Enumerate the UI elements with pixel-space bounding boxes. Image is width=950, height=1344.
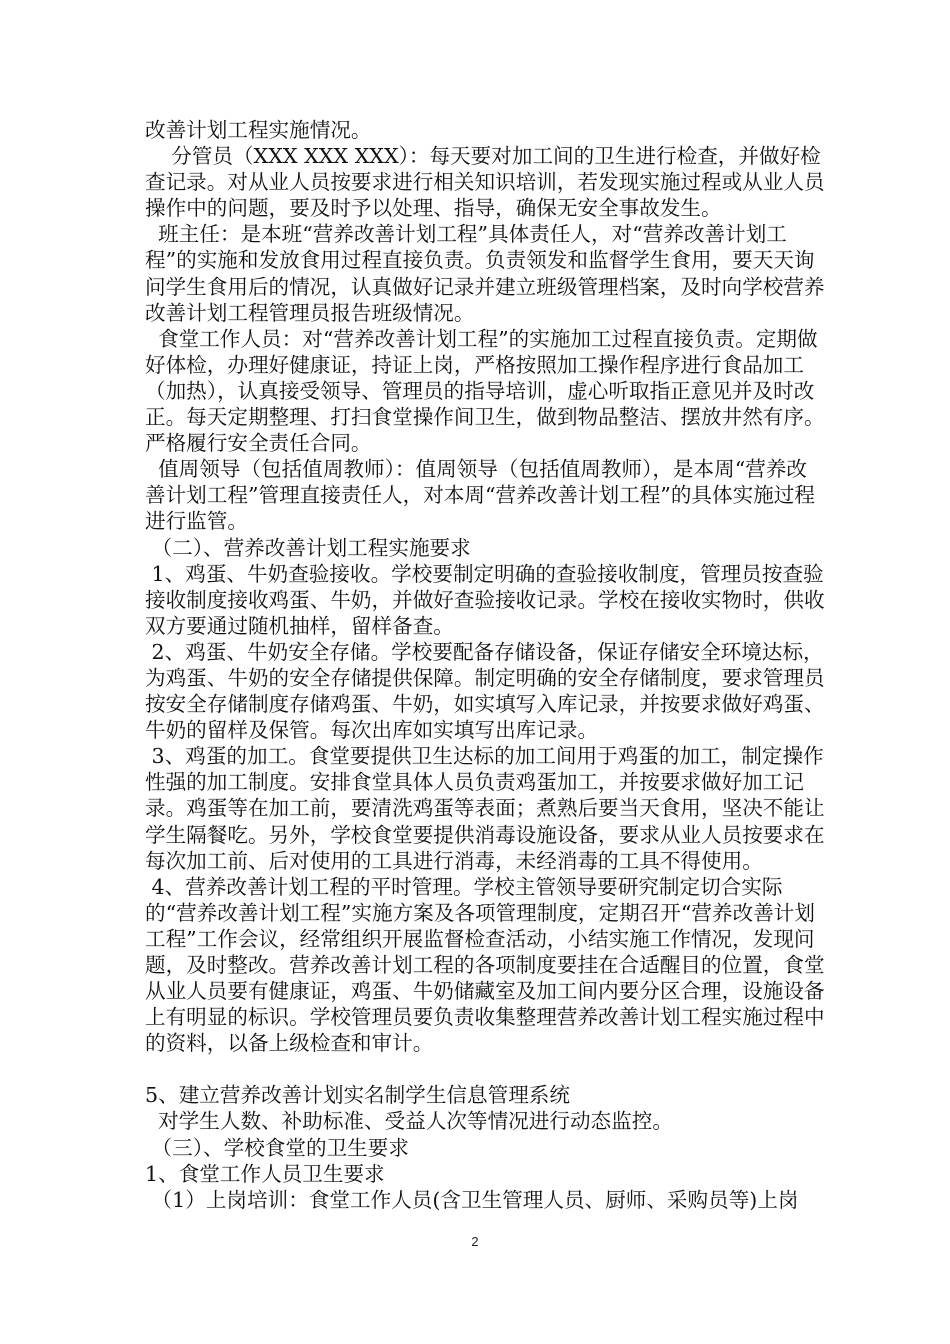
section-heading-3: （三）、学校食堂的卫生要求 [145,1135,409,1160]
paragraph-item-5: 5、建立营养改善计划实名制学生信息管理系统 [145,1083,570,1108]
paragraph-canteen-staff: 食堂工作人员：对“营养改善计划工程”的实施加工过程直接负责。定期做好体检，办理好健康证，持证上岗，严格按照加工操作程序进行食品加工（加热），认真接受领导、管理员的指导培训，虚心听取指正意见并及时改正。每天定期整理、打扫食堂操作间卫生，做到物品整洁、摆放井然有序。严格履行安全责任合同。 [145,326,825,456]
paragraph-item-4: 4、营养改善计划工程的平时管理。学校主管领导要研究制定切合实际的“营养改善计划工程”实施方案及各项管理制度，定期召开“营养改善计划工程”工作会议，经常组织开展监督检查活动，小结实施工作情况，发现问题，及时整改。营养改善计划工程的各项制度要挂在合适醒目的位置，食堂从业人员要有健康证，鸡蛋、牛奶储藏室及加工间内要分区合理，设施设备上有明显的标识。学校管理员要负责收集整理营养改善计划工程实施过程中的资料，以备上级检查和审计。 [145,874,825,1056]
paragraph-item-2: 2、鸡蛋、牛奶安全存储。学校要配备存储设备，保证存储安全环境达标，为鸡蛋、牛奶的安全存储提供保障。制定明确的安全存储制度，要求管理员按安全存储制度存储鸡蛋、牛奶，如实填写入库记录，并按要求做好鸡蛋、牛奶的留样及保管。每次出库如实填写出库记录。 [145,639,825,743]
subheading-staff-hygiene: 1、食堂工作人员卫生要求 [145,1161,385,1186]
document-body [145,117,825,1213]
blank-line [145,1056,825,1082]
paragraph-head-teacher: 班主任：是本班“营养改善计划工程”具体责任人，对“营养改善计划工程”的实施和发放食用过程直接负责。负责领发和监督学生食用，要天天询问学生食用后的情况，认真做好记录并建立班级管理档案，及时向学校营养改善计划工程管理员报告班级情况。 [145,222,825,325]
paragraph-1: 改善计划工程实施情况。 [145,118,372,142]
paragraph-item-1: 1、鸡蛋、牛奶查验接收。学校要制定明确的查验接收制度，管理员按查验接收制度接收鸡蛋、牛奶，并做好查验接收记录。学校在接收实物时，供收双方要通过随机抽样，留样备查。 [145,561,825,638]
paragraph-training: （1）上岗培训：食堂工作人员(含卫生管理人员、厨师、采购员等)上岗 [145,1187,799,1212]
paragraph-item-5-detail: 对学生人数、补助标准、受益人次等情况进行动态监控。 [145,1109,673,1134]
paragraph-duty-leader: 值周领导（包括值周教师）：值周领导（包括值周教师），是本周“营养改善计划工程”管理直接责任人，对本周“营养改善计划工程”的具体实施过程进行监管。 [145,457,815,534]
section-heading-2: （二）、营养改善计划工程实施要求 [145,535,471,560]
paragraph-item-3: 3、鸡蛋的加工。食堂要提供卫生达标的加工间用于鸡蛋的加工，制定操作性强的加工制度。安排食堂具体人员负责鸡蛋加工，并按要求做好加工记录。鸡蛋等在加工前，要清洗鸡蛋等表面；煮熟后要当天食用，坚决不能让学生隔餐吃。另外，学校食堂要提供消毒设施设备，要求从业人员按要求在每次加工前、后对使用的工具进行消毒，未经消毒的工具不得使用。 [145,744,825,873]
page-number: 2 [471,1234,479,1249]
paragraph-supervisor: 分管员（XXX XXX XXX）：每天要对加工间的卫生进行检查，并做好检查记录。对从业人员按要求进行相关知识培训，若发现实施过程或从业人员操作中的问题，要及时予以处理、指导，确保无安全事故发生。 [145,144,825,221]
